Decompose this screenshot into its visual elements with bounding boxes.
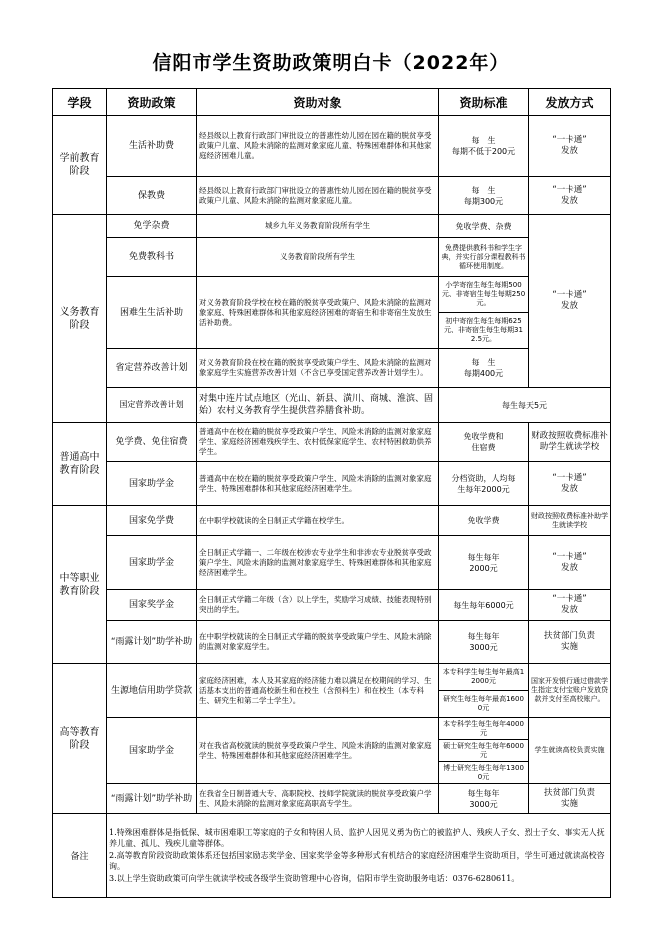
header-target: 资助对象 [197, 89, 439, 116]
stage-cell: 中等职业教育阶段 [53, 506, 107, 664]
notes-content [107, 814, 611, 898]
method-cell: “一卡通” 发放 [529, 590, 611, 621]
policy-cell: 免学费、免住宿费 [107, 423, 197, 462]
standard-cell: 免收学费 [439, 506, 529, 536]
standard-cell: 硕士研究生每生每年6000元 [439, 740, 529, 762]
target-cell: 对在我省高校就读的脱贫享受政策户学生、风险未消除的监测对象家庭学生、特殊困难群体和其他家庭经济困难学生。 [197, 718, 439, 784]
page-title: 信阳市学生资助政策明白卡（2022年） [152, 52, 510, 74]
standard-cell: 本专科学生每生每年最高12000元 [439, 664, 529, 691]
standard-cell: 免收学费、杂费 [439, 215, 529, 238]
table-row [53, 215, 611, 238]
standard-cell: 每生每年 3000元 [439, 621, 529, 664]
standard-cell: 每生每天5元 [439, 388, 611, 423]
standard-cell: 研究生每生每年最高16000元 [439, 691, 529, 718]
header-row [53, 89, 611, 116]
standard-cell: 每 生 每期300元 [439, 177, 529, 215]
target-cell: 全日制正式学籍一、二年级在校涉农专业学生和非涉农专业脱贫享受政策户学生、风险未消除的监测对象家庭学生、特殊困难群体和其他家庭经济困难学生。 [197, 536, 439, 590]
target-cell: 普通高中在校在籍的脱贫享受政策户学生、风险未消除的监测对象家庭学生、家庭经济困难残疾学生、农村低保家庭学生、农村特困救助供养学生。 [197, 423, 439, 462]
target-cell: 家庭经济困难，本人及其家庭的经济能力难以满足在校期间的学习、生活基本支出的普通高校新生和在校生（含预科生）和在校生（本专科生、研究生和第二学士学生）。 [197, 664, 439, 718]
standard-cell: 每生每年 3000元 [439, 784, 529, 814]
policy-cell: 免学杂费 [107, 215, 197, 238]
policy-cell: 困难生生活补助 [107, 277, 197, 349]
table-row [53, 506, 611, 536]
method-cell: 国家开发银行通过借款学生指定支付宝账户发放贷款并支付至高校账户。 [529, 664, 611, 718]
note-line: 2.高等教育阶段资助政策体系还包括国家励志奖学金、国家奖学金等多种形式有机结合的家庭经济困难学生资助项目，学生可通过就读高校咨询。 [109, 850, 605, 872]
standard-cell: 本专科学生每生每年4000元 [439, 718, 529, 740]
table-row [53, 664, 611, 691]
standard-cell: 免费提供教科书和学生字典，并实行部分课程教科书循环使用制度。 [439, 238, 529, 277]
method-cell: 扶贫部门负责 实施 [529, 784, 611, 814]
table-row [53, 718, 611, 740]
policy-cell: 国家助学金 [107, 462, 197, 506]
target-cell: 对义务教育阶段在校在籍的脱贫享受政策户学生、风险未消除的监测对象家庭学生实施营养改善计划（不含已享受国定营养改善计划学生）。 [197, 349, 439, 388]
target-cell: 在我省全日制普通大专、高职院校、技师学院就读的脱贫享受政策户学生、风险未消除的监测对象家庭高职高专学生。 [197, 784, 439, 814]
standard-cell: 博士研究生每生每年13000元 [439, 762, 529, 784]
target-cell: 对集中连片试点地区（光山、新县、潢川、商城、淮滨、固始）农村义务教育学生提供营养膳食补助。 [197, 388, 439, 423]
method-cell: 学生就读高校负责实施 [529, 718, 611, 784]
target-cell: 经县级以上教育行政部门审批设立的普惠性幼儿园在园在籍的脱贫享受政策户儿童、风险未消除的监测对象家庭儿童、特殊困难群体和其他家庭经济困难儿童。 [197, 116, 439, 177]
table-row [53, 536, 611, 590]
target-cell: 在中职学校就读的全日制正式学籍在校学生。 [197, 506, 439, 536]
policy-cell: 免费教科书 [107, 238, 197, 277]
target-cell: 义务教育阶段所有学生 [197, 238, 439, 277]
policy-cell: 生源地信用助学贷款 [107, 664, 197, 718]
table-row [53, 423, 611, 462]
policy-cell: 省定营养改善计划 [107, 349, 197, 388]
table-row [53, 590, 611, 621]
target-cell: 城乡九年义务教育阶段所有学生 [197, 215, 439, 238]
note-line: 3.以上学生资助政策可向学生就读学校或各级学生资助管理中心咨询，信阳市学生资助服务电话：0376-6280611。 [109, 873, 520, 883]
table-row [53, 349, 611, 388]
note-line: 1.特殊困难群体是指低保、城市困难职工等家庭的子女和特困人员、监护人因见义勇为伤亡的被监护人、残疾人子女、烈士子女、事实无人抚养儿童、孤儿、残疾儿童等群体。 [109, 827, 605, 849]
method-cell: “一卡通” 发放 [529, 536, 611, 590]
table-row [53, 388, 611, 423]
header-standard: 资助标准 [439, 89, 529, 116]
table-row [53, 784, 611, 814]
stage-cell: 高等教育阶段 [53, 664, 107, 814]
standard-cell: 免收学费和 住宿费 [439, 423, 529, 462]
table-row [53, 116, 611, 177]
stage-cell: 普通高中教育阶段 [53, 423, 107, 506]
header-method: 发放方式 [529, 89, 611, 116]
policy-cell: 国家助学金 [107, 718, 197, 784]
header-stage: 学段 [53, 89, 107, 116]
target-cell: 经县级以上教育行政部门审批设立的普惠性幼儿园在园在籍的脱贫享受政策户儿童、风险未消除的监测对象家庭儿童。 [197, 177, 439, 215]
policy-table [52, 88, 611, 898]
method-cell: 扶贫部门负责 实施 [529, 621, 611, 664]
policy-cell: 保教费 [107, 177, 197, 215]
method-cell: 财政按照收费标准补助学生就读学校 [529, 423, 611, 462]
policy-cell: “雨露计划”助学补助 [107, 784, 197, 814]
standard-cell: 小学寄宿生每生每期500元、非寄宿生每生每期250元。 [439, 277, 529, 313]
policy-cell: 国定营养改善计划 [107, 388, 197, 423]
table-row [53, 238, 611, 277]
policy-cell: 国家免学费 [107, 506, 197, 536]
table-row [53, 462, 611, 506]
method-cell: “一卡通” 发放 [529, 215, 611, 388]
standard-cell: 初中寄宿生每生每期625元、非寄宿生每生每期312.5元。 [439, 313, 529, 349]
notes-label: 备注 [53, 814, 107, 898]
policy-cell: 国家助学金 [107, 536, 197, 590]
target-cell: 对义务教育阶段学校在校在籍的脱贫享受政策户、风险未消除的监测对象家庭、特殊困难群体和其他家庭经济困难的寄宿生和非寄宿生发放生活补助费。 [197, 277, 439, 349]
target-cell: 全日制正式学籍二年级（含）以上学生，奖励学习成绩、技能表现特别突出的学生。 [197, 590, 439, 621]
standard-cell: 每生每年 2000元 [439, 536, 529, 590]
notes-row [53, 814, 611, 898]
standard-cell: 每生每年6000元 [439, 590, 529, 621]
target-cell: 普通高中在校在籍的脱贫享受政策户学生、风险未消除的监测对象家庭学生、特殊困难群体和其他家庭经济困难学生。 [197, 462, 439, 506]
method-cell: “一卡通” 发放 [529, 462, 611, 506]
stage-cell: 义务教育阶段 [53, 215, 107, 423]
target-cell: 在中职学校就读的全日制正式学籍的脱贫享受政策户学生、风险未消除的监测对象家庭学生。 [197, 621, 439, 664]
table-row [53, 621, 611, 664]
table-row [53, 277, 611, 313]
standard-cell: 分档资助，人均每 生每年2000元 [439, 462, 529, 506]
method-cell: “一卡通” 发放 [529, 116, 611, 177]
policy-cell: 国家奖学金 [107, 590, 197, 621]
policy-cell: “雨露计划”助学补助 [107, 621, 197, 664]
header-policy: 资助政策 [107, 89, 197, 116]
standard-cell: 每 生 每期400元 [439, 349, 529, 388]
method-cell: “一卡通” 发放 [529, 177, 611, 215]
table-row [53, 177, 611, 215]
standard-cell: 每 生 每期不低于200元 [439, 116, 529, 177]
policy-cell: 生活补助费 [107, 116, 197, 177]
method-cell: 财政按照收费标准补助学生就读学校 [529, 506, 611, 536]
stage-cell: 学前教育阶段 [53, 116, 107, 215]
